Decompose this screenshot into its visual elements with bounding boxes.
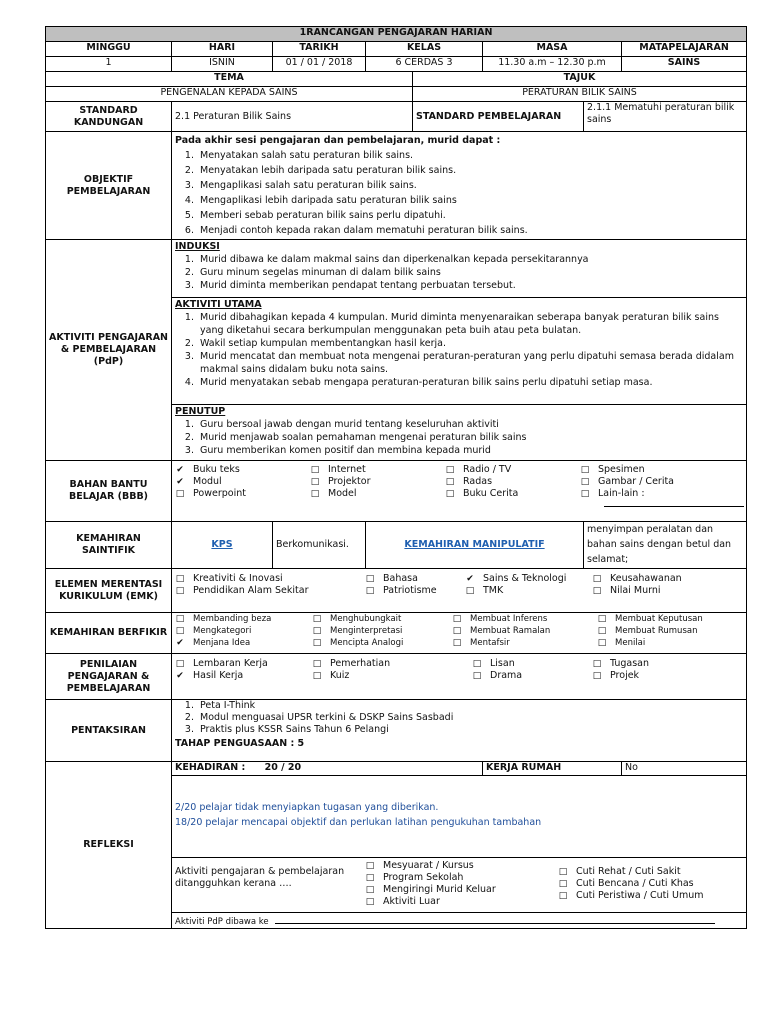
- checkbox-label: Mencipta Analogi: [330, 638, 404, 648]
- checkbox-option[interactable]: [175, 625, 312, 637]
- kehadiran-cell: [172, 762, 483, 776]
- list-item: 5. Memberi sebab peraturan bilik sains perlu dipatuhi.: [197, 208, 743, 223]
- penilaian-col-3: [472, 658, 592, 682]
- ditangguh-grid: [175, 860, 743, 908]
- penilaian-col-4: [592, 658, 743, 682]
- checkbox-label: Menginterpretasi: [330, 626, 403, 636]
- list-item: 3. Mengaplikasi salah satu peraturan bilik sains.: [197, 178, 743, 193]
- checkbox-empty-icon[interactable]: □: [472, 659, 482, 669]
- checkbox-empty-icon[interactable]: □: [597, 638, 607, 648]
- checkbox-empty-icon[interactable]: □: [310, 477, 320, 487]
- kps-link[interactable]: KPS: [211, 539, 233, 550]
- checkbox-empty-icon[interactable]: □: [365, 586, 375, 596]
- checkbox-label: Mengkategori: [193, 626, 252, 636]
- checkbox-option[interactable]: [175, 488, 310, 500]
- lain-lain-blank-line[interactable]: [604, 506, 744, 507]
- checkbox-empty-icon[interactable]: □: [312, 626, 322, 636]
- emk-grid: [175, 573, 743, 597]
- penilaian-col-1: [175, 658, 312, 682]
- pentaksiran-label: PENTAKSIRAN: [46, 700, 172, 762]
- checkbox-empty-icon[interactable]: □: [175, 614, 185, 624]
- checkbox-empty-icon[interactable]: □: [312, 659, 322, 669]
- checkbox-empty-icon[interactable]: □: [597, 614, 607, 624]
- checkbox-option[interactable]: [175, 613, 312, 625]
- checkbox-label: Hasil Kerja: [193, 670, 244, 681]
- standard-kandungan-value: 2.1 Peraturan Bilik Sains: [172, 102, 413, 132]
- header-matapelajaran: MATAPELAJARAN: [622, 42, 747, 57]
- kehadiran-value: 20 / 20: [264, 762, 302, 773]
- checkbox-option[interactable]: [597, 637, 743, 649]
- checkbox-option[interactable]: [580, 476, 743, 488]
- checkbox-option[interactable]: [558, 890, 743, 902]
- checkbox-empty-icon[interactable]: □: [465, 586, 475, 596]
- ditangguh-cell: [172, 858, 747, 913]
- checkbox-label: Powerpoint: [193, 488, 246, 499]
- checkbox-label: Aktiviti Luar: [383, 896, 440, 907]
- checkbox-empty-icon[interactable]: □: [365, 885, 375, 895]
- refleksi-label: REFLEKSI: [46, 762, 172, 929]
- checkbox-option[interactable]: [312, 670, 472, 682]
- checkbox-empty-icon[interactable]: □: [445, 465, 455, 475]
- list-item: 2. Modul menguasai UPSR terkini & DSKP Sains Sasbadi: [197, 712, 743, 724]
- checkbox-empty-icon[interactable]: □: [445, 489, 455, 499]
- checkmark-icon[interactable]: ✔: [176, 477, 184, 487]
- checkbox-empty-icon[interactable]: □: [580, 477, 590, 487]
- emk-col-3: [465, 573, 592, 597]
- checkbox-label: Pemerhatian: [330, 658, 391, 669]
- checkbox-empty-icon[interactable]: □: [592, 659, 602, 669]
- bbb-col-2: [310, 464, 445, 507]
- pentaksiran-cell: [172, 700, 747, 762]
- checkbox-option[interactable]: [175, 658, 312, 670]
- checkbox-empty-icon[interactable]: □: [580, 465, 590, 475]
- standard-pembelajaran-label: STANDARD PEMBELAJARAN: [413, 102, 584, 132]
- value-minggu: 1: [46, 57, 172, 72]
- checkbox-empty-icon[interactable]: □: [592, 586, 602, 596]
- checkbox-option[interactable]: [592, 585, 743, 597]
- penutup-title: PENUTUP: [175, 406, 226, 417]
- checkbox-label: Patriotisme: [383, 585, 437, 596]
- km-cell: [366, 522, 584, 569]
- checkmark-icon[interactable]: ✔: [176, 671, 184, 681]
- checkbox-label: Projek: [610, 670, 640, 681]
- checkbox-option[interactable]: [312, 613, 452, 625]
- standard-kandungan-label: STANDARD KANDUNGAN: [46, 102, 172, 132]
- checkbox-option[interactable]: [175, 637, 312, 649]
- checkbox-label: TMK: [483, 585, 504, 596]
- checkbox-option[interactable]: [445, 488, 580, 500]
- checkmark-icon[interactable]: ✔: [466, 574, 474, 584]
- list-item: 2. Wakil setiap kumpulan membentangkan hasil kerja.: [197, 337, 743, 350]
- checkbox-label: Mentafsir: [470, 638, 510, 648]
- checkbox-label: Tugasan: [610, 658, 650, 669]
- checkbox-label: Radio / TV: [463, 464, 512, 475]
- checkbox-empty-icon[interactable]: □: [365, 861, 375, 871]
- checkbox-label: Membuat Inferens: [470, 614, 548, 624]
- checkbox-empty-icon[interactable]: □: [310, 465, 320, 475]
- list-item: 1. Murid dibahagikan kepada 4 kumpulan. Murid diminta menyenaraikan seberapa banyak peraturan bilik sains yang diketahui secara berkumpulan menggunakan peta buih atau peta bulatan.: [197, 311, 743, 337]
- induksi-list: [175, 253, 743, 292]
- bbb-cell: [172, 461, 747, 522]
- checkbox-empty-icon[interactable]: □: [310, 489, 320, 499]
- emk-cell: [172, 569, 747, 613]
- checkbox-option[interactable]: [592, 573, 743, 585]
- checkbox-label: Menilai: [615, 638, 646, 648]
- penutup-list: [175, 418, 743, 457]
- bbb-grid: [175, 464, 743, 507]
- checkbox-label: Modul: [193, 476, 222, 487]
- bbb-col-4: [580, 464, 743, 507]
- value-kelas: 6 CERDAS 3: [366, 57, 483, 72]
- dibawa-blank-line[interactable]: [275, 923, 715, 924]
- checkbox-label: Membuat Rumusan: [615, 626, 698, 636]
- checkbox-option[interactable]: [445, 476, 580, 488]
- standard-pembelajaran-value: 2.1.1 Mematuhi peraturan bilik sains: [584, 102, 747, 132]
- aktiviti-label: AKTIVITI PENGAJARAN & PEMBELAJARAN (PdP): [46, 240, 172, 461]
- checkbox-empty-icon[interactable]: □: [558, 867, 568, 877]
- value-tarikh: 01 / 01 / 2018: [273, 57, 366, 72]
- list-item: 4. Mengaplikasi lebih daripada satu peraturan bilik sains: [197, 193, 743, 208]
- induksi-title: INDUKSI: [175, 241, 220, 252]
- checkbox-label: Cuti Rehat / Cuti Sakit: [576, 866, 681, 877]
- checkbox-option[interactable]: [175, 573, 365, 585]
- checkbox-option[interactable]: [558, 878, 743, 890]
- checkbox-empty-icon[interactable]: □: [452, 638, 462, 648]
- checkbox-empty-icon[interactable]: □: [175, 586, 185, 596]
- berfikir-col-1: [175, 613, 312, 649]
- emk-col-1: [175, 573, 365, 597]
- checkbox-label: Cuti Peristiwa / Cuti Umum: [576, 890, 704, 901]
- checkbox-option[interactable]: [312, 637, 452, 649]
- list-item: 2. Menyatakan lebih daripada satu peraturan bilik sains.: [197, 163, 743, 178]
- ditangguh-col-2: [558, 860, 743, 908]
- checkbox-label: Menjana Idea: [193, 638, 251, 648]
- checkbox-option[interactable]: [558, 866, 743, 878]
- lesson-plan-sheet: [45, 26, 746, 929]
- checkbox-empty-icon[interactable]: □: [472, 671, 482, 681]
- tajuk-value: PERATURAN BILIK SAINS: [413, 87, 747, 102]
- page-title: 1RANCANGAN PENGAJARAN HARIAN: [46, 27, 747, 42]
- dibawa-cell: [172, 913, 747, 929]
- checkmark-icon[interactable]: ✔: [176, 465, 184, 475]
- penilaian-col-2: [312, 658, 472, 682]
- checkbox-option[interactable]: [175, 476, 310, 488]
- list-item: 3. Praktis plus KSSR Sains Tahun 6 Pelangi: [197, 724, 743, 736]
- checkbox-label: Buku teks: [193, 464, 240, 475]
- objektif-cell: [172, 132, 747, 240]
- checkbox-option[interactable]: [452, 613, 597, 625]
- objektif-intro: Pada akhir sesi pengajaran dan pembelajaran, murid dapat :: [175, 135, 501, 146]
- checkbox-option[interactable]: [592, 658, 743, 670]
- utama-cell: [172, 298, 747, 405]
- list-item: 3. Murid mencatat dan membuat nota mengenai peraturan-peraturan yang perlu dipatuhi semasa berada didalam makmal sains didalam buku nota sains.: [197, 350, 743, 376]
- objektif-list: [175, 148, 743, 238]
- checkbox-empty-icon[interactable]: □: [175, 489, 185, 499]
- ditangguh-col-1: [365, 860, 558, 908]
- checkbox-option[interactable]: [175, 585, 365, 597]
- checkbox-label: Projektor: [328, 476, 371, 487]
- penilaian-label: PENILAIAN PENGAJARAN & PEMBELAJARAN: [46, 654, 172, 700]
- list-item: 1. Menyatakan salah satu peraturan bilik sains.: [197, 148, 743, 163]
- penilaian-grid: [175, 658, 743, 682]
- emk-col-4: [592, 573, 743, 597]
- kps-cell: [172, 522, 273, 569]
- penilaian-cell: [172, 654, 747, 700]
- value-matapelajaran: SAINS: [622, 57, 747, 72]
- objektif-label: OBJEKTIF PEMBELAJARAN: [46, 132, 172, 240]
- induksi-cell: [172, 240, 747, 298]
- checkbox-label: Lisan: [490, 658, 515, 669]
- dibawa-label: Aktiviti PdP dibawa ke: [175, 917, 269, 927]
- emk-col-2: [365, 573, 465, 597]
- kerja-rumah-label: KERJA RUMAH: [483, 762, 622, 776]
- list-item: 3. Murid diminta memberikan pendapat tentang perbuatan tersebut.: [197, 279, 743, 292]
- checkbox-label: Membuat Ramalan: [470, 626, 551, 636]
- checkbox-empty-icon[interactable]: □: [312, 614, 322, 624]
- checkbox-label: Internet: [328, 464, 366, 475]
- checkbox-label: Bahasa: [383, 573, 418, 584]
- utama-list: [175, 311, 743, 389]
- checkbox-label: Pendidikan Alam Sekitar: [193, 585, 309, 596]
- checkbox-empty-icon[interactable]: □: [312, 671, 322, 681]
- checkbox-empty-icon[interactable]: □: [592, 574, 602, 584]
- checkbox-label: Kuiz: [330, 670, 350, 681]
- list-item: 2. Guru minum segelas minuman di dalam bilik sains: [197, 266, 743, 279]
- header-hari: HARI: [172, 42, 273, 57]
- header-masa: MASA: [483, 42, 622, 57]
- berfikir-cell: [172, 613, 747, 654]
- refleksi-note-1: 2/20 pelajar tidak menyiapkan tugasan yang diberikan.: [175, 802, 439, 813]
- berfikir-col-3: [452, 613, 597, 649]
- checkbox-option[interactable]: [445, 464, 580, 476]
- checkbox-empty-icon[interactable]: □: [365, 873, 375, 883]
- checkbox-empty-icon[interactable]: □: [452, 626, 462, 636]
- berfikir-label: KEMAHIRAN BERFIKIR: [46, 613, 172, 654]
- checkbox-empty-icon[interactable]: □: [365, 574, 375, 584]
- ditangguh-text: Aktiviti pengajaran & pembelajaran ditangguhkan kerana ….: [175, 866, 345, 889]
- list-item: 6. Menjadi contoh kepada rakan dalam mematuhi peraturan bilik sains.: [197, 223, 743, 238]
- checkbox-option[interactable]: [365, 573, 465, 585]
- checkmark-icon[interactable]: ✔: [176, 638, 184, 648]
- header-kelas: KELAS: [366, 42, 483, 57]
- list-item: 1. Murid dibawa ke dalam makmal sains dan diperkenalkan kepada persekitarannya: [197, 253, 743, 266]
- checkbox-empty-icon[interactable]: □: [175, 574, 185, 584]
- checkbox-option[interactable]: [310, 476, 445, 488]
- list-item: 1. Peta I-Think: [197, 700, 743, 712]
- checkbox-option[interactable]: [310, 464, 445, 476]
- utama-title: AKTIVITI UTAMA: [175, 299, 262, 310]
- checkbox-empty-icon[interactable]: □: [175, 659, 185, 669]
- kemahiran-manipulatif-link[interactable]: KEMAHIRAN MANIPULATIF: [404, 539, 545, 550]
- list-item: 1. Guru bersoal jawab dengan murid tentang keseluruhan aktiviti: [197, 418, 743, 431]
- checkbox-label: Lembaran Kerja: [193, 658, 268, 669]
- checkbox-option[interactable]: [597, 613, 743, 625]
- emk-label: ELEMEN MERENTASI KURIKULUM (EMK): [46, 569, 172, 613]
- checkbox-option[interactable]: [592, 670, 743, 682]
- list-item: 4. Murid menyatakan sebab mengapa peraturan-peraturan bilik sains perlu dipatuhi setiap masa.: [197, 376, 743, 389]
- refleksi-note-2: 18/20 pelajar mencapai objektif dan perlukan latihan pengukuhan tambahan: [175, 817, 542, 828]
- checkbox-label: Menghubungkait: [330, 614, 402, 624]
- checkbox-option[interactable]: [365, 896, 558, 908]
- checkbox-option[interactable]: [365, 860, 558, 872]
- checkbox-option[interactable]: [310, 488, 445, 500]
- berfikir-col-4: [597, 613, 743, 649]
- checkbox-label: Model: [328, 488, 357, 499]
- km-value: menyimpan peralatan dan bahan sains dengan betul dan selamat;: [584, 522, 747, 569]
- checkbox-option[interactable]: [465, 585, 592, 597]
- checkbox-label: Keusahawanan: [610, 573, 682, 584]
- checkbox-empty-icon[interactable]: □: [558, 879, 568, 889]
- checkbox-option[interactable]: [175, 670, 312, 682]
- checkbox-option[interactable]: [452, 637, 597, 649]
- checkbox-label: Gambar / Cerita: [598, 476, 675, 487]
- value-masa: 11.30 a.m – 12.30 p.m: [483, 57, 622, 72]
- berfikir-col-2: [312, 613, 452, 649]
- checkbox-label: Buku Cerita: [463, 488, 519, 499]
- checkbox-option[interactable]: [175, 464, 310, 476]
- checkbox-label: Nilai Murni: [610, 585, 661, 596]
- checkbox-label: Drama: [490, 670, 523, 681]
- checkbox-option[interactable]: [452, 625, 597, 637]
- kerja-rumah-value: No: [622, 762, 747, 776]
- checkbox-option[interactable]: [365, 884, 558, 896]
- checkbox-empty-icon[interactable]: □: [445, 477, 455, 487]
- pentaksiran-list: [175, 700, 743, 736]
- checkbox-label: Membuat Keputusan: [615, 614, 703, 624]
- tema-label: TEMA: [46, 72, 413, 87]
- checkbox-empty-icon[interactable]: □: [592, 671, 602, 681]
- checkbox-label: Lain-lain :: [598, 488, 645, 499]
- checkbox-option[interactable]: [365, 872, 558, 884]
- tema-value: PENGENALAN KEPADA SAINS: [46, 87, 413, 102]
- checkbox-option[interactable]: [580, 464, 743, 476]
- checkbox-option[interactable]: [312, 625, 452, 637]
- checkbox-empty-icon[interactable]: □: [175, 626, 185, 636]
- penutup-cell: [172, 405, 747, 461]
- checkbox-empty-icon[interactable]: □: [312, 638, 322, 648]
- tahap-penguasaan: TAHAP PENGUASAAN : 5: [175, 738, 305, 749]
- lesson-plan-table: [45, 26, 747, 929]
- bbb-col-1: [175, 464, 310, 507]
- checkbox-option[interactable]: [580, 488, 743, 500]
- checkbox-label: Radas: [463, 476, 493, 487]
- checkbox-option[interactable]: [597, 625, 743, 637]
- tajuk-label: TAJUK: [413, 72, 747, 87]
- checkbox-label: Sains & Teknologi: [483, 573, 567, 584]
- header-tarikh: TARIKH: [273, 42, 366, 57]
- checkbox-option[interactable]: [365, 585, 465, 597]
- berfikir-grid: [175, 613, 743, 649]
- checkbox-label: Cuti Bencana / Cuti Khas: [576, 878, 694, 889]
- checkbox-empty-icon[interactable]: □: [558, 891, 568, 901]
- refleksi-notes-cell: [172, 776, 747, 858]
- bbb-col-3: [445, 464, 580, 507]
- checkbox-label: Mesyuarat / Kursus: [383, 860, 474, 871]
- value-hari: ISNIN: [172, 57, 273, 72]
- kehadiran-label: KEHADIRAN :: [175, 762, 246, 773]
- header-minggu: MINGGU: [46, 42, 172, 57]
- checkbox-label: Mengiringi Murid Keluar: [383, 884, 496, 895]
- list-item: 3. Guru memberikan komen positif dan membina kepada murid: [197, 444, 743, 457]
- list-item: 2. Murid menjawab soalan pemahaman mengenai peraturan bilik sains: [197, 431, 743, 444]
- checkbox-label: Kreativiti & Inovasi: [193, 573, 283, 584]
- checkbox-empty-icon[interactable]: □: [597, 626, 607, 636]
- kps-value: Berkomunikasi.: [273, 522, 366, 569]
- checkbox-label: Program Sekolah: [383, 872, 464, 883]
- checkbox-option[interactable]: [465, 573, 592, 585]
- checkbox-empty-icon[interactable]: □: [452, 614, 462, 624]
- checkbox-empty-icon[interactable]: □: [365, 897, 375, 907]
- checkbox-empty-icon[interactable]: □: [580, 489, 590, 499]
- bbb-label: BAHAN BANTU BELAJAR (BBB): [46, 461, 172, 522]
- checkbox-label: Membanding beza: [193, 614, 272, 624]
- checkbox-option[interactable]: [472, 670, 592, 682]
- saintifik-label: KEMAHIRAN SAINTIFIK: [46, 522, 172, 569]
- checkbox-option[interactable]: [472, 658, 592, 670]
- checkbox-label: Spesimen: [598, 464, 645, 475]
- checkbox-option[interactable]: [312, 658, 472, 670]
